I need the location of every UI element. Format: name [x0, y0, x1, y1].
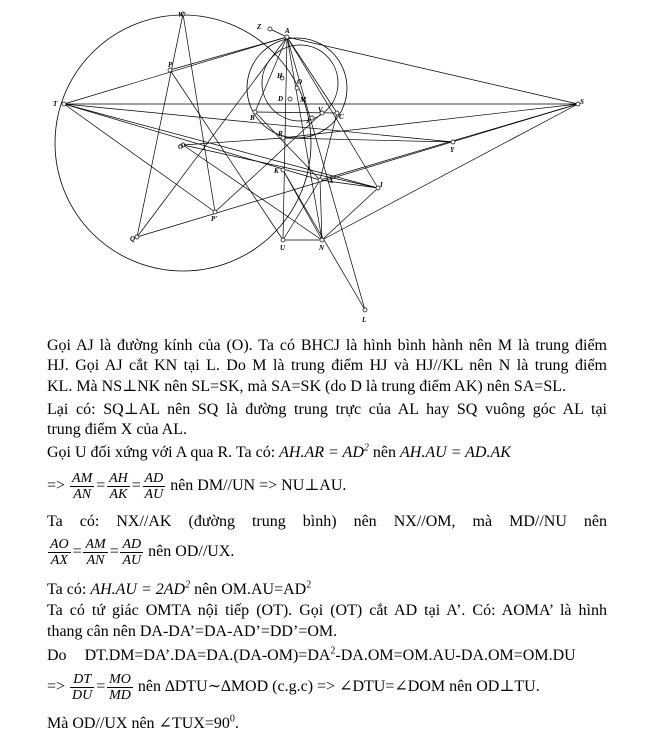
text-run: nên ∆DTU∼∆MOD (c.g.c) => ∠DTU=∠DOM nên OD⊥TU. — [137, 678, 540, 695]
label-p: P — [168, 61, 173, 69]
text-line: trung điểm X của AL. — [47, 421, 187, 438]
text-run: Do — [47, 647, 67, 664]
fraction-numerator: AD — [144, 470, 164, 486]
text-line: HJ. Gọi AJ cắt KN tại L. Do M là trung điểm HJ và HJ//KL nên N là trung điểm — [47, 357, 607, 374]
label-k: K — [274, 167, 279, 175]
text-run: . — [234, 715, 239, 732]
equals-sign: = — [130, 477, 142, 494]
label-o: O — [297, 78, 303, 86]
superscript: 2 — [363, 442, 369, 454]
label-q: Q — [130, 235, 136, 243]
label-i: I — [380, 181, 383, 189]
superscript: 0 — [229, 713, 235, 725]
text-run: => — [47, 477, 70, 494]
fraction-denominator: DU — [72, 687, 93, 703]
fraction-denominator: MD — [109, 687, 131, 703]
fraction-denominator: AX — [50, 552, 68, 568]
text-line: Ta có tứ giác OMTA nội tiếp (OT). Gọi (OT) cắt AD tại A’. Có: AOMA’ là hình — [47, 602, 607, 619]
label-o-prime: O' — [178, 143, 185, 151]
figure-points — [62, 12, 580, 312]
text-run: nên — [368, 444, 400, 461]
text-line — [47, 443, 607, 463]
text-line — [47, 580, 607, 600]
fraction — [83, 537, 107, 568]
fraction-numerator: AM — [72, 470, 93, 486]
fraction-denominator: AK — [109, 486, 128, 502]
equals-sign: = — [95, 678, 107, 695]
fraction-numerator: DT — [70, 672, 94, 688]
figure-lines — [64, 14, 578, 310]
text-run: nên OM.AU=AD — [190, 581, 307, 598]
fraction-numerator: MO — [109, 671, 131, 687]
fraction-denominator: AN — [73, 486, 92, 502]
label-h: H — [277, 72, 283, 80]
equation: AH.AU = 2AD — [90, 581, 186, 598]
equals-sign: = — [108, 543, 120, 560]
fraction — [120, 537, 143, 568]
text-run: Ta có: — [47, 581, 91, 598]
label-u: U — [280, 244, 286, 252]
equation: AH.AR = AD — [279, 444, 364, 461]
label-v: V — [318, 106, 323, 114]
text-line — [47, 646, 607, 666]
fraction-denominator: AU — [144, 486, 164, 502]
label-x: X — [329, 177, 334, 185]
label-z: Z — [257, 23, 262, 31]
text-run: Gọi U đối xứng với A qua R. Ta có: — [47, 444, 280, 461]
equals-sign: = — [71, 543, 83, 560]
fraction — [70, 471, 94, 502]
label-s: S — [580, 98, 584, 106]
figure-labels — [53, 11, 584, 324]
label-n: N — [319, 244, 325, 252]
text-run: DT.DM=DA’.DA=DA.(DA-OM)=DA — [84, 647, 331, 664]
label-w: W — [178, 11, 185, 19]
label-y: Y — [450, 146, 455, 154]
equals-sign: = — [95, 477, 107, 494]
label-b: B — [250, 114, 255, 122]
fraction — [143, 471, 166, 502]
text-line — [47, 667, 607, 707]
fraction-numerator: AO — [50, 536, 69, 552]
superscript: 2 — [330, 645, 336, 657]
fraction-numerator: AD — [122, 536, 142, 552]
superscript: 2 — [185, 579, 191, 591]
label-a: A — [285, 27, 290, 35]
equation: AH.AU = AD.AK — [399, 444, 511, 461]
label-c: C — [339, 113, 344, 121]
text-line: KL. Mà NS⊥NK nên SL=SK, mà SA=SK (do D là trung điểm AK) nên SA=SL. — [47, 378, 566, 395]
superscript: 2 — [306, 579, 312, 591]
text-run: nên OD//UX. — [144, 543, 235, 560]
text-line — [47, 532, 607, 572]
text-line: Lại có: SQ⊥AL nên SQ là đường trung trực của AL hay SQ vuông góc AL tại — [47, 401, 607, 418]
text-run: Mà OD//UX nên ∠TUX=90 — [47, 715, 230, 732]
fraction — [107, 471, 130, 502]
label-r: R — [278, 130, 283, 138]
text-line: thang cân nên DA-DA’=DA-AD’=DD’=OM. — [47, 623, 338, 640]
label-d: D — [278, 95, 284, 103]
text-run: => — [47, 678, 70, 695]
label-m: M — [300, 96, 307, 104]
fraction-numerator: AH — [109, 470, 128, 486]
text-line — [47, 714, 607, 734]
fraction — [48, 537, 71, 568]
fraction — [107, 672, 133, 703]
label-p-prime: P' — [211, 215, 218, 223]
fraction — [70, 672, 94, 703]
label-l: L — [362, 316, 367, 324]
label-t: T — [53, 100, 58, 108]
text-run: -DA.OM=OM.AU-DA.OM=OM.DU — [335, 647, 576, 664]
fraction-denominator: AU — [122, 552, 142, 568]
geometry-figure — [0, 0, 650, 330]
text-line: Ta có: NX//AK (đường trung bình) nên NX//OM, mà MD//NU nên — [47, 513, 607, 530]
text-line: Gọi AJ là đường kính của (O). Ta có BHCJ là hình bình hành nên M là trung điểm — [47, 337, 607, 354]
label-j: J — [306, 117, 310, 125]
fraction-numerator: AM — [85, 536, 106, 552]
text-line — [47, 466, 607, 506]
fraction-denominator: AN — [86, 552, 105, 568]
text-run: nên DM//UN => NU⊥AU. — [170, 477, 347, 494]
